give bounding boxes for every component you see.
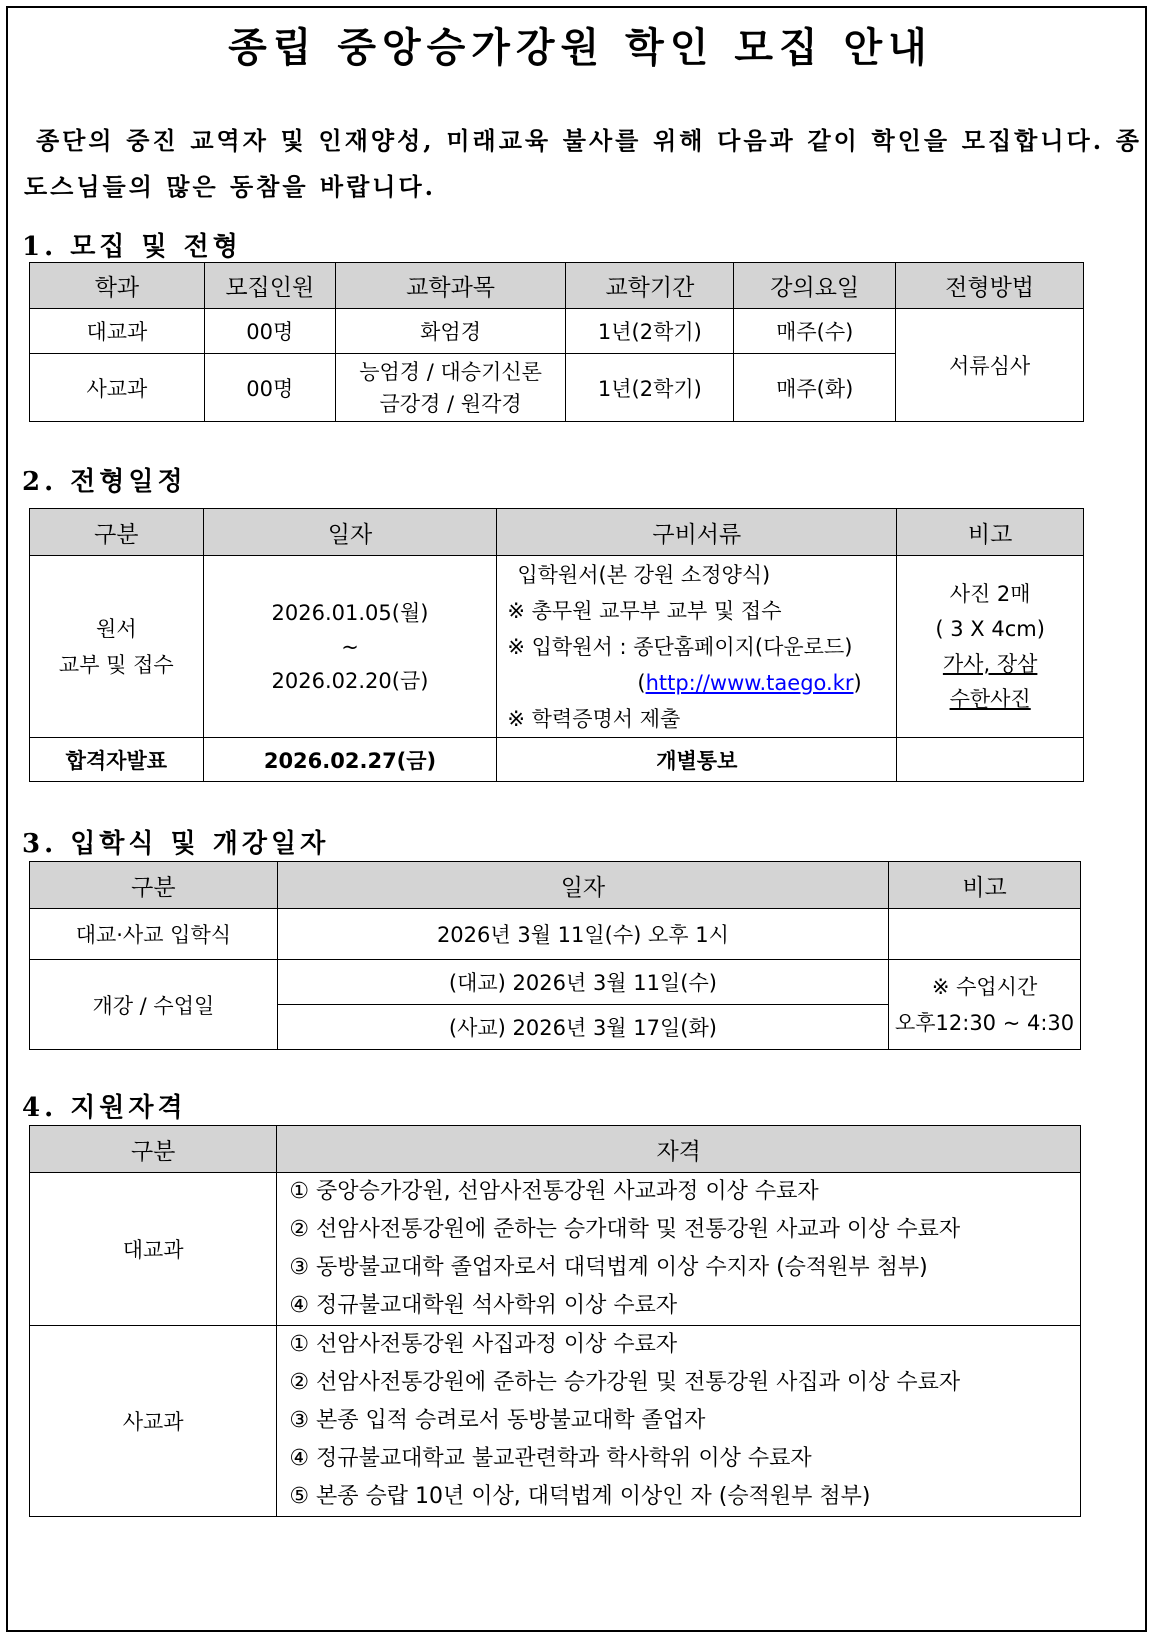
recruit-table [29, 262, 1084, 422]
entrance-table [29, 861, 1081, 1050]
table-row [30, 556, 1084, 738]
qualification-item: ② 선암사전통강원에 준하는 승가강원 및 전통강원 사집과 이상 수료자 [289, 1370, 961, 1395]
qualification-item: ③ 동방불교대학 졸업자로서 대덕법계 이상 수지자 (승적원부 첨부) [289, 1255, 928, 1280]
col-header: 강의요일 [734, 263, 896, 309]
result-label-cell: 합격자발표 [30, 738, 204, 782]
note-line: 가사, 장삼 [942, 651, 1038, 676]
section-3-heading: 3. 입학식 및 개강일자 [22, 829, 330, 859]
section-2-heading: 2. 전형일정 [22, 467, 187, 497]
page-title: 종립 중앙승가강원 학인 모집 안내 [228, 24, 933, 71]
day-cell: 매주(수) [734, 309, 896, 354]
apply-label-cell [30, 556, 204, 738]
note-line: ( 3 X 4cm) [935, 616, 1045, 641]
period-cell: 1년(2학기) [566, 309, 734, 354]
schedule-table [29, 508, 1084, 782]
note-line: ※ 수업시간 [931, 974, 1038, 999]
col-header: 학과 [30, 263, 205, 309]
label-line: 원서 [96, 616, 137, 641]
group-label-cell: 사교과 [30, 1326, 277, 1517]
result-note-cell [897, 738, 1084, 782]
qualification-item: ④ 정규불교대학원 석사학위 이상 수료자 [289, 1293, 678, 1318]
col-header: 구분 [30, 862, 278, 909]
col-header: 구분 [30, 509, 204, 556]
subjects-cell [335, 354, 566, 422]
qualification-list [277, 1173, 1081, 1326]
entrance-label-cell: 대교·사교 입학식 [30, 909, 278, 960]
label-line: 교부 및 접수 [58, 652, 174, 677]
table-row [30, 309, 1084, 354]
col-header: 구비서류 [497, 509, 897, 556]
col-header: 자격 [277, 1126, 1081, 1173]
col-header: 비고 [897, 509, 1084, 556]
docs-line: ※ 학력증명서 제출 [507, 706, 681, 731]
table-row [30, 909, 1081, 960]
result-date-cell: 2026.02.27(금) [203, 738, 497, 782]
note-line: 수한사진 [949, 686, 1031, 711]
table-row [30, 960, 1081, 1005]
col-header: 교학과목 [335, 263, 566, 309]
docs-cell [497, 556, 897, 738]
docs-line: ※ 총무원 교무부 교부 및 접수 [507, 598, 782, 623]
dept-cell: 대교과 [30, 309, 205, 354]
qualification-item: ① 선암사전통강원 사집과정 이상 수료자 [289, 1332, 678, 1357]
date-line: 2026.02.20(금) [271, 668, 429, 693]
col-header: 일자 [277, 862, 888, 909]
start-date-cell: (대교) 2026년 3월 11일(수) [277, 960, 888, 1005]
qualification-list [277, 1326, 1081, 1517]
period-cell: 1년(2학기) [566, 354, 734, 422]
subject-line: 금강경 / 원각경 [379, 391, 522, 416]
section-4-heading: 4. 지원자격 [22, 1093, 187, 1123]
date-line: ~ [341, 634, 359, 659]
apply-date-cell [203, 556, 497, 738]
qualification-item: ② 선암사전통강원에 준하는 승가대학 및 전통강원 사교과 이상 수료자 [289, 1217, 961, 1242]
start-label-cell: 개강 / 수업일 [30, 960, 278, 1050]
date-line: 2026.01.05(월) [271, 600, 429, 625]
qualification-item: ③ 본종 입적 승려로서 동방불교대학 졸업자 [289, 1408, 706, 1433]
day-cell: 매주(화) [734, 354, 896, 422]
qualification-item: ④ 정규불교대학교 불교관련학과 학사학위 이상 수료자 [289, 1446, 812, 1471]
note-cell [897, 556, 1084, 738]
method-cell: 서류심사 [896, 309, 1084, 422]
qualification-item: ⑤ 본종 승랍 10년 이상, 대덕법계 이상인 자 (승적원부 첨부) [289, 1484, 871, 1509]
dept-cell: 사교과 [30, 354, 205, 422]
table-row [30, 738, 1084, 782]
docs-line: ※ 입학원서 : 종단홈페이지(다운로드) [507, 634, 853, 659]
count-cell: 00명 [204, 354, 335, 422]
section-1-heading: 1. 모집 및 전형 [22, 232, 242, 262]
col-header: 교학기간 [566, 263, 734, 309]
subject-line: 능엄경 / 대승기신론 [359, 359, 542, 384]
entrance-date-cell: 2026년 3월 11일(수) 오후 1시 [277, 909, 888, 960]
docs-line: 입학원서(본 강원 소정양식) [517, 562, 771, 587]
subjects-cell: 화엄경 [335, 309, 566, 354]
homepage-link[interactable]: http://www.taego.kr [645, 670, 854, 695]
start-note-cell [889, 960, 1081, 1050]
result-docs-cell: 개별통보 [497, 738, 897, 782]
group-label-cell: 대교과 [30, 1173, 277, 1326]
col-header: 전형방법 [896, 263, 1084, 309]
start-date-cell: (사교) 2026년 3월 17일(화) [277, 1005, 888, 1050]
col-header: 일자 [203, 509, 497, 556]
col-header: 모집인원 [204, 263, 335, 309]
entrance-note-cell [889, 909, 1081, 960]
qualification-item: ① 중앙승가강원, 선암사전통강원 사교과정 이상 수료자 [289, 1179, 819, 1204]
col-header: 비고 [889, 862, 1081, 909]
docs-link-line: (http://www.taego.kr) [637, 670, 862, 695]
col-header: 구분 [30, 1126, 277, 1173]
table-row [30, 1326, 1081, 1517]
intro-paragraph: 종단의 중진 교역자 및 인재양성, 미래교육 불사를 위해 다음과 같이 학인을 모집합니다. 종도스님들의 많은 동참을 바랍니다. [24, 126, 1142, 201]
table-row [30, 1173, 1081, 1326]
count-cell: 00명 [204, 309, 335, 354]
note-line: 오후12:30 ~ 4:30 [894, 1010, 1075, 1035]
qualification-table [29, 1125, 1081, 1517]
note-line: 사진 2매 [949, 581, 1031, 606]
